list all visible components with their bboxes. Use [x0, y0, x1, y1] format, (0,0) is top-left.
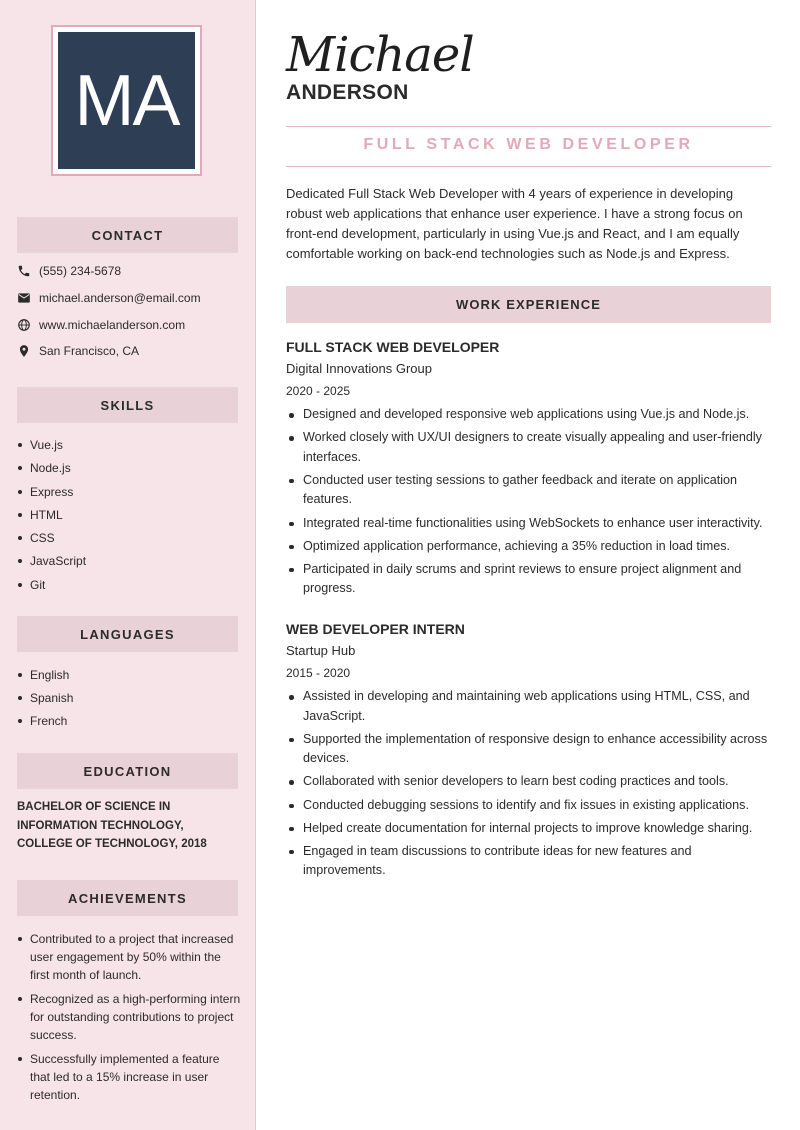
list-item: Collaborated with senior developers to learn best coding practices and tools.: [286, 772, 771, 792]
list-item: Worked closely with UX/UI designers to create visually appealing and user-friendly interfaces.: [286, 428, 771, 467]
job-duties: [286, 687, 771, 881]
work-experience-heading: WORK EXPERIENCE: [286, 286, 771, 323]
monogram-frame: [51, 25, 202, 176]
job-entry: [286, 336, 771, 603]
list-item: Recognized as a high-performing intern for outstanding contributions to project success.: [17, 990, 242, 1044]
sidebar: [0, 0, 256, 1130]
list-item: Express: [17, 483, 242, 506]
job-role: FULL STACK WEB DEVELOPER: [286, 339, 500, 355]
list-item: Contributed to a project that increased user engagement by 50% within the first month of launch.: [17, 930, 242, 984]
job-company: Startup Hub: [286, 643, 356, 658]
contact-phone-text: (555) 234-5678: [39, 264, 122, 278]
list-item: Node.js: [17, 459, 242, 482]
divider: [286, 126, 771, 127]
list-item: Successfully implemented a feature that led to a 15% increase in user retention.: [17, 1050, 242, 1104]
job-title: FULL STACK WEB DEVELOPER: [363, 136, 694, 153]
contact-location: [17, 342, 139, 360]
list-item: Conducted user testing sessions to gather feedback and iterate on application features.: [286, 471, 771, 510]
list-item: Designed and developed responsive web applications using Vue.js and Node.js.: [286, 405, 771, 425]
list-item: Conducted debugging sessions to identify and fix issues in existing applications.: [286, 796, 771, 816]
list-item: Git: [17, 576, 242, 599]
contact-heading: CONTACT: [17, 217, 238, 253]
list-item: French: [17, 712, 242, 735]
education-heading: EDUCATION: [17, 753, 238, 789]
list-item: JavaScript: [17, 552, 242, 575]
languages-list: [17, 666, 242, 735]
list-item: CSS: [17, 529, 242, 552]
contact-email-text[interactable]: michael.anderson@email.com: [39, 291, 201, 305]
list-item: Helped create documentation for internal projects to improve knowledge sharing.: [286, 819, 771, 839]
job-dates: 2020 - 2025: [286, 384, 351, 398]
phone-icon: [17, 264, 31, 278]
contact-website: [17, 316, 185, 334]
divider: [286, 166, 771, 167]
location-pin-icon: [17, 344, 31, 358]
contact-website-text[interactable]: www.michaelanderson.com: [39, 318, 186, 332]
list-item: Supported the implementation of responsive design to enhance accessibility across devices.: [286, 730, 771, 769]
education-entry: BACHELOR OF SCIENCE IN INFORMATION TECHNOLOGY, COLLEGE OF TECHNOLOGY, 2018: [17, 801, 207, 850]
list-item: Spanish: [17, 689, 242, 712]
achievements-list: [17, 930, 242, 1110]
job-role: WEB DEVELOPER INTERN: [286, 621, 465, 637]
list-item: Participated in daily scrums and sprint reviews to ensure project alignment and progress.: [286, 560, 771, 599]
job-duties: [286, 405, 771, 599]
list-item: Optimized application performance, achieving a 35% reduction in load times.: [286, 537, 771, 557]
summary: Dedicated Full Stack Web Developer with 4 years of experience in developing robust web applications that enhance user experience. I have a strong focus on front-end development, particularly in using Vue.js and React, and I am equally comfortable working on back-end technologies such as Node.js and Express.: [286, 186, 743, 261]
skills-heading: SKILLS: [17, 387, 238, 423]
job-company: Digital Innovations Group: [286, 361, 432, 376]
monogram: MA: [58, 32, 195, 169]
list-item: Engaged in team discussions to contribute ideas for new features and improvements.: [286, 842, 771, 881]
achievements-heading: ACHIEVEMENTS: [17, 880, 238, 916]
list-item: Integrated real-time functionalities using WebSockets to enhance user interactivity.: [286, 514, 771, 534]
contact-location-text: San Francisco, CA: [39, 344, 140, 358]
email-icon: [17, 291, 31, 305]
contact-email: [17, 289, 201, 307]
list-item: HTML: [17, 506, 242, 529]
job-entry: [286, 618, 771, 885]
list-item: English: [17, 666, 242, 689]
last-name: ANDERSON: [286, 81, 409, 104]
skills-list: [17, 436, 242, 599]
list-item: Assisted in developing and maintaining web applications using HTML, CSS, and JavaScript.: [286, 687, 771, 726]
job-dates: 2015 - 2020: [286, 666, 351, 680]
languages-heading: LANGUAGES: [17, 616, 238, 652]
contact-phone: [17, 262, 121, 280]
globe-icon: [17, 318, 31, 332]
first-name: Michael: [286, 27, 474, 83]
list-item: Vue.js: [17, 436, 242, 459]
